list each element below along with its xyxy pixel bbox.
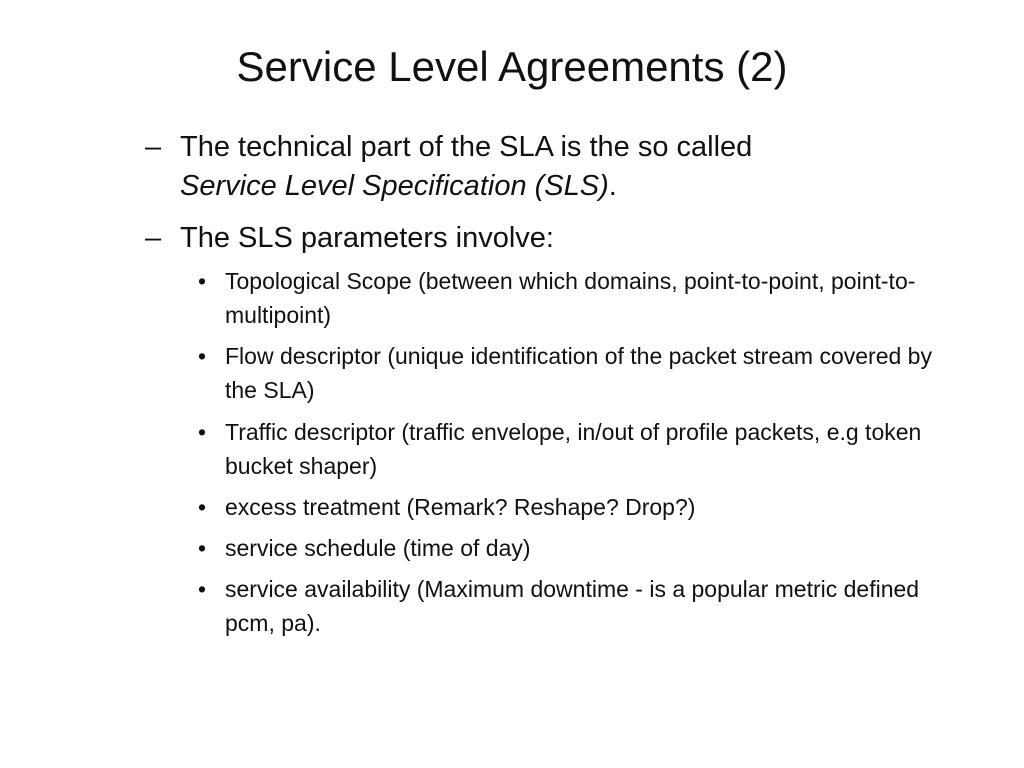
bullet-marker: •	[198, 494, 207, 520]
sub-item-text: excess treatment (Remark? Reshape? Drop?)	[225, 494, 696, 520]
bullet-marker: •	[198, 535, 207, 561]
sub-item-service-availability	[198, 572, 968, 640]
dash-item-plain-text: The technical part of the SLA is the so called	[180, 131, 753, 163]
sub-item-text: Traffic descriptor (traffic envelope, in/out of profile packets, e.g token bucket shaper)	[225, 419, 922, 479]
dash-marker: –	[145, 222, 162, 254]
bullet-marker: •	[198, 343, 207, 369]
sub-item-text: Topological Scope (between which domains, point-to-point, point-to-multipoint)	[225, 268, 916, 328]
dash-item-technical-part	[145, 128, 965, 206]
sub-item-flow-descriptor	[198, 339, 968, 407]
dash-item-sls-parameters	[145, 219, 965, 258]
sub-item-text: service schedule (time of day)	[225, 535, 531, 561]
bullet-marker: •	[198, 419, 207, 445]
sub-item-topological-scope	[198, 264, 968, 332]
sub-item-text: service availability (Maximum downtime - is a popular metric defined pcm, pa).	[225, 576, 920, 636]
dash-item-tail-text: .	[608, 170, 617, 202]
dash-item-text	[180, 128, 965, 206]
dash-item-italic-text: Service Level Specification (SLS)	[180, 170, 609, 202]
sub-item-traffic-descriptor	[198, 415, 968, 483]
bullet-marker: •	[198, 576, 207, 602]
dash-item-text: The SLS parameters involve:	[180, 222, 554, 254]
sub-item-excess-treatment	[198, 490, 968, 524]
dash-marker: –	[145, 131, 162, 163]
sub-item-text: Flow descriptor (unique identification of the packet stream covered by the SLA)	[225, 343, 932, 403]
slide-title: Service Level Agreements (2)	[236, 43, 788, 90]
bullet-marker: •	[198, 268, 207, 294]
sub-item-service-schedule	[198, 531, 968, 565]
